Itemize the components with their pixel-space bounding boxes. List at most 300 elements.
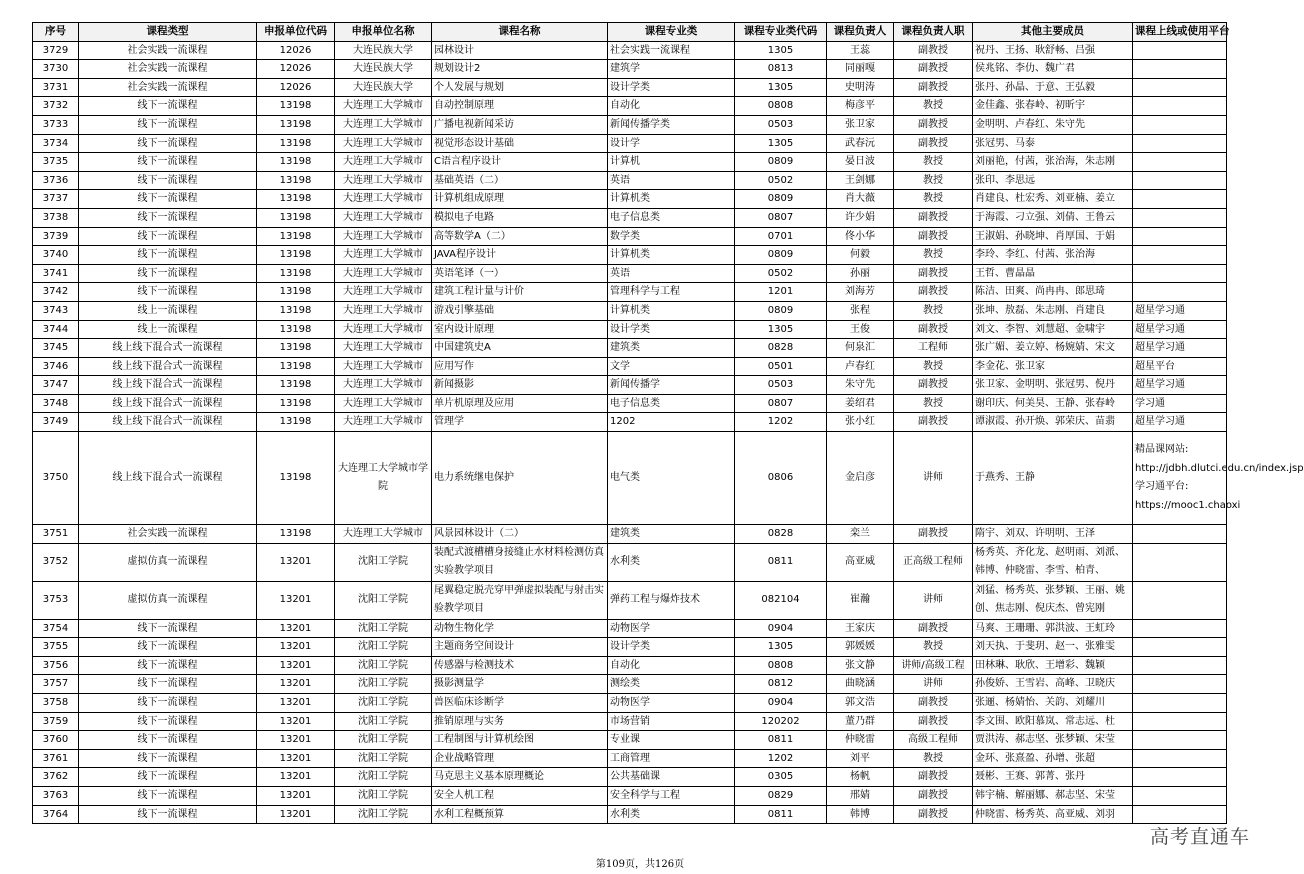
col-header-major-code: 课程专业类代码 [735, 23, 827, 42]
cell-platform [1133, 675, 1227, 694]
cell-major-category: 英语 [608, 171, 735, 190]
cell-members: 张印、李思远 [973, 171, 1133, 190]
cell-course-name: 视觉形态设计基础 [432, 134, 608, 153]
cell-lead: 郭媛媛 [827, 638, 894, 657]
table-row [33, 227, 1227, 246]
cell-unit-name: 大连民族大学 [335, 41, 432, 60]
cell-unit-code: 13201 [257, 638, 335, 657]
table-row [33, 134, 1227, 153]
table-row [33, 581, 1227, 619]
cell-unit-code: 13198 [257, 376, 335, 395]
cell-members: 张冠男、马泰 [973, 134, 1133, 153]
cell-course-type: 线下一流课程 [79, 656, 257, 675]
cell-major-code: 082104 [735, 581, 827, 619]
cell-major-code: 1201 [735, 283, 827, 302]
cell-lead: 张文静 [827, 656, 894, 675]
cell-course-name: 中国建筑史A [432, 339, 608, 358]
cell-unit-name: 沈阳工学院 [335, 675, 432, 694]
cell-course-name: 英语笔译（一） [432, 264, 608, 283]
cell-index: 3736 [33, 171, 79, 190]
cell-platform [1133, 41, 1227, 60]
cell-lead: 王蕊 [827, 41, 894, 60]
cell-members: 于燕秀、王静 [973, 432, 1133, 525]
cell-unit-code: 13201 [257, 768, 335, 787]
course-table-sheet [32, 22, 1304, 824]
table-row [33, 432, 1227, 525]
cell-major-code: 0809 [735, 153, 827, 172]
cell-course-name: 个人发展与规划 [432, 78, 608, 97]
cell-lead-title: 副教授 [894, 227, 973, 246]
table-row [33, 78, 1227, 97]
cell-major-code: 0502 [735, 171, 827, 190]
cell-major-category: 新闻传播学 [608, 376, 735, 395]
cell-course-type: 线下一流课程 [79, 227, 257, 246]
cell-members: 肖建良、杜宏秀、刘亚楠、姜立 [973, 190, 1133, 209]
table-row [33, 694, 1227, 713]
cell-lead: 崔瀚 [827, 581, 894, 619]
cell-members: 刘猛、杨秀英、张梦颖、王丽、姚创、焦志刚、倪庆杰、曾宪刚 [973, 581, 1133, 619]
cell-unit-code: 13198 [257, 394, 335, 413]
table-row [33, 525, 1227, 544]
cell-platform [1133, 525, 1227, 544]
cell-unit-name: 大连民族大学 [335, 60, 432, 79]
cell-major-category: 弹药工程与爆炸技术 [608, 581, 735, 619]
cell-unit-code: 12026 [257, 78, 335, 97]
cell-unit-code: 13198 [257, 190, 335, 209]
cell-lead-title: 副教授 [894, 208, 973, 227]
cell-major-code: 0809 [735, 190, 827, 209]
cell-lead-title: 副教授 [894, 376, 973, 395]
cell-course-name: 工程制图与计算机绘图 [432, 731, 608, 750]
cell-lead: 史明涛 [827, 78, 894, 97]
cell-index: 3757 [33, 675, 79, 694]
cell-major-code: 0811 [735, 731, 827, 750]
cell-platform: 超星学习通 [1133, 376, 1227, 395]
cell-index: 3751 [33, 525, 79, 544]
cell-course-type: 线上一流课程 [79, 301, 257, 320]
cell-course-type: 线下一流课程 [79, 208, 257, 227]
cell-lead-title: 正高级工程师 [894, 543, 973, 581]
cell-unit-code: 13198 [257, 171, 335, 190]
cell-lead: 金启彦 [827, 432, 894, 525]
cell-major-category: 计算机 [608, 153, 735, 172]
cell-platform [1133, 153, 1227, 172]
cell-lead-title: 副教授 [894, 805, 973, 824]
cell-major-code: 0812 [735, 675, 827, 694]
table-row [33, 394, 1227, 413]
table-row [33, 656, 1227, 675]
cell-course-type: 线下一流课程 [79, 694, 257, 713]
cell-course-name: 安全人机工程 [432, 787, 608, 806]
cell-course-name: 规划设计2 [432, 60, 608, 79]
cell-unit-name: 大连理工大学城市 [335, 115, 432, 134]
cell-index: 3749 [33, 413, 79, 432]
cell-course-name: 管理学 [432, 413, 608, 432]
cell-lead-title: 副教授 [894, 78, 973, 97]
cell-index: 3744 [33, 320, 79, 339]
cell-course-name: 水利工程概预算 [432, 805, 608, 824]
cell-unit-code: 13198 [257, 432, 335, 525]
cell-major-category: 市场营销 [608, 712, 735, 731]
cell-major-code: 0305 [735, 768, 827, 787]
cell-index: 3732 [33, 97, 79, 116]
cell-members: 杨秀英、齐化龙、赵明雨、刘派、韩博、仲晓雷、李雪、柏青、 [973, 543, 1133, 581]
cell-platform [1133, 264, 1227, 283]
cell-lead: 杨帆 [827, 768, 894, 787]
cell-members: 刘文、李智、刘慧超、金啸宇 [973, 320, 1133, 339]
cell-index: 3748 [33, 394, 79, 413]
cell-members: 孙俊娇、王雪岩、高峰、卫晓庆 [973, 675, 1133, 694]
cell-members: 王哲、曹晶晶 [973, 264, 1133, 283]
cell-lead-title: 教授 [894, 301, 973, 320]
cell-unit-name: 大连理工大学城市 [335, 190, 432, 209]
cell-lead-title: 工程师 [894, 339, 973, 358]
cell-lead: 邢婧 [827, 787, 894, 806]
cell-unit-name: 大连理工大学城市 [335, 301, 432, 320]
cell-course-type: 线下一流课程 [79, 768, 257, 787]
cell-lead: 曲晓涵 [827, 675, 894, 694]
cell-course-type: 线下一流课程 [79, 749, 257, 768]
cell-major-category: 动物医学 [608, 694, 735, 713]
cell-course-type: 线下一流课程 [79, 134, 257, 153]
cell-lead-title: 副教授 [894, 115, 973, 134]
cell-unit-code: 13201 [257, 675, 335, 694]
cell-major-code: 0807 [735, 394, 827, 413]
cell-course-type: 线下一流课程 [79, 190, 257, 209]
cell-major-category: 建筑类 [608, 525, 735, 544]
cell-unit-code: 13198 [257, 357, 335, 376]
col-header-major-category: 课程专业类 [608, 23, 735, 42]
cell-major-category: 电子信息类 [608, 394, 735, 413]
cell-major-category: 工商管理 [608, 749, 735, 768]
cell-lead: 姜绍君 [827, 394, 894, 413]
cell-course-type: 线下一流课程 [79, 787, 257, 806]
cell-platform: 超星学习通 [1133, 413, 1227, 432]
cell-platform [1133, 787, 1227, 806]
cell-lead: 孙丽 [827, 264, 894, 283]
table-row [33, 749, 1227, 768]
cell-course-type: 虚拟仿真一流课程 [79, 581, 257, 619]
cell-unit-code: 13198 [257, 97, 335, 116]
cell-major-category: 英语 [608, 264, 735, 283]
table-row [33, 357, 1227, 376]
cell-major-code: 0813 [735, 60, 827, 79]
cell-lead: 高亚威 [827, 543, 894, 581]
cell-index: 3730 [33, 60, 79, 79]
cell-platform [1133, 581, 1227, 619]
cell-platform [1133, 619, 1227, 638]
table-row [33, 787, 1227, 806]
cell-lead: 栾兰 [827, 525, 894, 544]
cell-course-name: 马克思主义基本原理概论 [432, 768, 608, 787]
cell-platform [1133, 656, 1227, 675]
cell-unit-code: 13198 [257, 301, 335, 320]
cell-platform [1133, 283, 1227, 302]
cell-unit-code: 13201 [257, 581, 335, 619]
table-row [33, 264, 1227, 283]
cell-unit-code: 13198 [257, 339, 335, 358]
cell-course-type: 线上一流课程 [79, 320, 257, 339]
cell-major-code: 0503 [735, 115, 827, 134]
cell-major-code: 0809 [735, 246, 827, 265]
table-row [33, 60, 1227, 79]
cell-course-name: 推销原理与实务 [432, 712, 608, 731]
cell-lead: 王家庆 [827, 619, 894, 638]
cell-unit-code: 13198 [257, 246, 335, 265]
cell-members: 李文围、欧阳慕岚、常志远、杜 [973, 712, 1133, 731]
cell-platform: 超星学习通 [1133, 320, 1227, 339]
cell-index: 3750 [33, 432, 79, 525]
cell-platform [1133, 97, 1227, 116]
cell-members: 田林琳、耿欣、王增彩、魏颖 [973, 656, 1133, 675]
cell-members: 侯兆铭、李仂、魏广君 [973, 60, 1133, 79]
cell-major-category: 测绘类 [608, 675, 735, 694]
col-header-lead-title: 课程负责人职 [894, 23, 973, 42]
cell-major-code: 0904 [735, 619, 827, 638]
cell-course-type: 线下一流课程 [79, 619, 257, 638]
cell-platform [1133, 190, 1227, 209]
cell-major-code: 0806 [735, 432, 827, 525]
cell-lead-title: 讲师 [894, 675, 973, 694]
cell-course-type: 线下一流课程 [79, 283, 257, 302]
course-table [32, 22, 1304, 824]
cell-lead: 郭文浩 [827, 694, 894, 713]
cell-course-type: 社会实践一流课程 [79, 60, 257, 79]
cell-platform [1133, 731, 1227, 750]
cell-major-category: 设计学类 [608, 78, 735, 97]
cell-index: 3729 [33, 41, 79, 60]
cell-course-name: 装配式渡槽槽身接缝止水材料检测仿真实验教学项目 [432, 543, 608, 581]
cell-members: 张广媚、姜立婷、杨婉婧、宋文 [973, 339, 1133, 358]
cell-members: 李金花、张卫家 [973, 357, 1133, 376]
cell-platform [1133, 543, 1227, 581]
cell-members: 韩宇楠、解丽娜、郝志坚、宋莹 [973, 787, 1133, 806]
cell-course-name: 园林设计 [432, 41, 608, 60]
cell-lead: 刘平 [827, 749, 894, 768]
cell-members: 张坤、敖磊、朱志刚、肖建良 [973, 301, 1133, 320]
table-row [33, 712, 1227, 731]
cell-index: 3760 [33, 731, 79, 750]
table-row [33, 171, 1227, 190]
cell-index: 3734 [33, 134, 79, 153]
cell-course-name: 风景园林设计（二） [432, 525, 608, 544]
cell-major-code: 0811 [735, 543, 827, 581]
cell-members: 谭淑霞、孙开焕、郭荣庆、苗翡 [973, 413, 1133, 432]
cell-major-code: 1305 [735, 320, 827, 339]
cell-lead-title: 教授 [894, 97, 973, 116]
cell-course-type: 线下一流课程 [79, 153, 257, 172]
cell-index: 3758 [33, 694, 79, 713]
cell-course-name: 基础英语（二） [432, 171, 608, 190]
cell-members: 聂彬、王赛、郭菁、张丹 [973, 768, 1133, 787]
col-header-course-name: 课程名称 [432, 23, 608, 42]
cell-members: 张丹、孙晶、于意、王弘毅 [973, 78, 1133, 97]
cell-major-code: 1305 [735, 134, 827, 153]
table-row [33, 115, 1227, 134]
cell-lead-title: 副教授 [894, 60, 973, 79]
cell-platform [1133, 246, 1227, 265]
cell-course-type: 社会实践一流课程 [79, 525, 257, 544]
cell-lead-title: 教授 [894, 638, 973, 657]
cell-course-type: 线下一流课程 [79, 264, 257, 283]
cell-course-name: 电力系统继电保护 [432, 432, 608, 525]
cell-course-type: 线上线下混合式一流课程 [79, 376, 257, 395]
cell-platform [1133, 115, 1227, 134]
cell-unit-code: 12026 [257, 60, 335, 79]
table-row [33, 376, 1227, 395]
cell-unit-code: 13201 [257, 543, 335, 581]
table-row [33, 339, 1227, 358]
cell-members: 陈洁、田爽、尚冉冉、郎思琦 [973, 283, 1133, 302]
cell-lead-title: 教授 [894, 246, 973, 265]
cell-course-type: 社会实践一流课程 [79, 41, 257, 60]
cell-index: 3759 [33, 712, 79, 731]
table-body [33, 41, 1304, 824]
cell-course-type: 线下一流课程 [79, 638, 257, 657]
cell-course-name: 尾翼稳定脱壳穿甲弹虚拟装配与射击实验教学项目 [432, 581, 608, 619]
cell-lead-title: 高级工程师 [894, 731, 973, 750]
cell-unit-name: 大连理工大学城市 [335, 97, 432, 116]
cell-index: 3746 [33, 357, 79, 376]
cell-members: 王淑娟、孙晓坤、肖厚国、于娟 [973, 227, 1133, 246]
cell-index: 3740 [33, 246, 79, 265]
cell-unit-name: 大连理工大学城市 [335, 357, 432, 376]
cell-unit-code: 13201 [257, 731, 335, 750]
cell-major-code: 0809 [735, 301, 827, 320]
cell-course-name: 摄影测量学 [432, 675, 608, 694]
cell-major-category: 动物医学 [608, 619, 735, 638]
table-row [33, 320, 1227, 339]
cell-major-category: 社会实践一流课程 [608, 41, 735, 60]
cell-index: 3737 [33, 190, 79, 209]
cell-major-category: 电子信息类 [608, 208, 735, 227]
cell-major-category: 安全科学与工程 [608, 787, 735, 806]
cell-index: 3764 [33, 805, 79, 824]
cell-course-name: 传感器与检测技术 [432, 656, 608, 675]
cell-unit-name: 大连理工大学城市 [335, 171, 432, 190]
cell-unit-name: 大连理工大学城市 [335, 227, 432, 246]
cell-unit-name: 沈阳工学院 [335, 543, 432, 581]
cell-course-type: 线下一流课程 [79, 712, 257, 731]
cell-lead: 张程 [827, 301, 894, 320]
cell-index: 3747 [33, 376, 79, 395]
cell-lead: 梅彦平 [827, 97, 894, 116]
cell-major-code: 1305 [735, 638, 827, 657]
cell-unit-code: 13198 [257, 283, 335, 302]
cell-lead: 同丽嘎 [827, 60, 894, 79]
cell-lead-title: 副教授 [894, 619, 973, 638]
cell-unit-code: 13198 [257, 153, 335, 172]
cell-lead-title: 教授 [894, 749, 973, 768]
cell-unit-name: 大连理工大学城市 [335, 339, 432, 358]
cell-course-name: 游戏引擎基础 [432, 301, 608, 320]
cell-index: 3761 [33, 749, 79, 768]
cell-lead: 晏日波 [827, 153, 894, 172]
cell-course-type: 虚拟仿真一流课程 [79, 543, 257, 581]
cell-platform [1133, 78, 1227, 97]
cell-lead: 何毅 [827, 246, 894, 265]
cell-lead-title: 副教授 [894, 134, 973, 153]
cell-course-name: 广播电视新闻采访 [432, 115, 608, 134]
cell-course-type: 线下一流课程 [79, 675, 257, 694]
cell-course-name: 应用写作 [432, 357, 608, 376]
cell-unit-name: 大连理工大学城市 [335, 376, 432, 395]
cell-major-category: 公共基础课 [608, 768, 735, 787]
cell-lead: 卢春红 [827, 357, 894, 376]
cell-members: 金环、张熹盈、孙增、张超 [973, 749, 1133, 768]
cell-lead-title: 教授 [894, 190, 973, 209]
cell-major-category: 新闻传播学类 [608, 115, 735, 134]
cell-major-code: 1202 [735, 749, 827, 768]
cell-lead-title: 教授 [894, 394, 973, 413]
cell-course-type: 线上线下混合式一流课程 [79, 357, 257, 376]
cell-unit-code: 13198 [257, 320, 335, 339]
cell-major-code: 0701 [735, 227, 827, 246]
cell-major-code: 0503 [735, 376, 827, 395]
cell-lead: 仲晓雷 [827, 731, 894, 750]
table-row [33, 768, 1227, 787]
cell-lead: 韩博 [827, 805, 894, 824]
cell-major-category: 电气类 [608, 432, 735, 525]
cell-unit-name: 沈阳工学院 [335, 768, 432, 787]
cell-index: 3756 [33, 656, 79, 675]
cell-lead-title: 教授 [894, 357, 973, 376]
cell-index: 3763 [33, 787, 79, 806]
cell-index: 3755 [33, 638, 79, 657]
cell-lead-title: 讲师/高级工程 [894, 656, 973, 675]
cell-unit-name: 沈阳工学院 [335, 581, 432, 619]
cell-lead: 朱守先 [827, 376, 894, 395]
table-row [33, 246, 1227, 265]
cell-major-code: 0808 [735, 97, 827, 116]
table-row [33, 413, 1227, 432]
cell-major-category: 数学类 [608, 227, 735, 246]
cell-course-type: 线上线下混合式一流课程 [79, 339, 257, 358]
cell-major-code: 0807 [735, 208, 827, 227]
col-header-lead: 课程负责人 [827, 23, 894, 42]
cell-unit-code: 13201 [257, 787, 335, 806]
cell-unit-name: 大连理工大学城市 [335, 208, 432, 227]
cell-major-category: 设计学类 [608, 638, 735, 657]
cell-major-category: 水利类 [608, 543, 735, 581]
cell-index: 3735 [33, 153, 79, 172]
cell-members: 于海霞、刁立强、刘倩、王鲁云 [973, 208, 1133, 227]
cell-lead: 何泉汇 [827, 339, 894, 358]
cell-platform [1133, 694, 1227, 713]
cell-lead-title: 教授 [894, 171, 973, 190]
table-row [33, 301, 1227, 320]
cell-lead-title: 副教授 [894, 712, 973, 731]
cell-lead: 许少娟 [827, 208, 894, 227]
cell-major-category: 设计学 [608, 134, 735, 153]
cell-members: 金明明、卢春红、朱守先 [973, 115, 1133, 134]
cell-major-code: 1305 [735, 78, 827, 97]
cell-lead: 董乃群 [827, 712, 894, 731]
cell-course-name: 兽医临床诊断学 [432, 694, 608, 713]
cell-unit-name: 沈阳工学院 [335, 656, 432, 675]
cell-course-name: 自动控制原理 [432, 97, 608, 116]
cell-major-category: 1202 [608, 413, 735, 432]
cell-unit-code: 13201 [257, 712, 335, 731]
cell-lead: 武春沅 [827, 134, 894, 153]
cell-unit-code: 13198 [257, 525, 335, 544]
cell-major-code: 0502 [735, 264, 827, 283]
cell-unit-name: 大连理工大学城市学院 [335, 432, 432, 525]
cell-index: 3762 [33, 768, 79, 787]
cell-course-type: 线下一流课程 [79, 805, 257, 824]
cell-unit-name: 大连理工大学城市 [335, 320, 432, 339]
table-row [33, 805, 1227, 824]
